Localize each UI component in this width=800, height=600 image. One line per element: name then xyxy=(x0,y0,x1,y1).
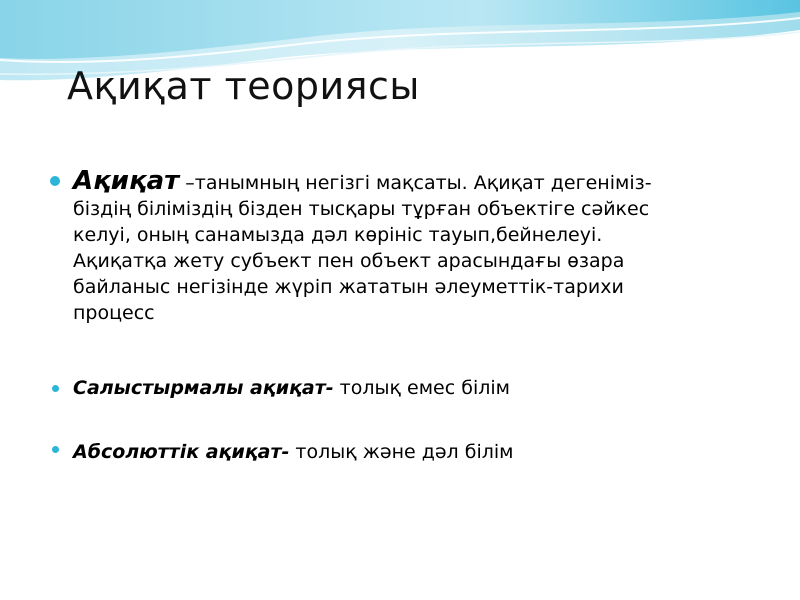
absolute-truth-item xyxy=(73,441,514,463)
absolute-truth-term: Абсолюттік ақиқат- xyxy=(73,441,290,463)
absolute-truth-text: толық және дәл білім xyxy=(289,441,514,463)
bullet-dot-icon xyxy=(52,385,59,392)
slide-title: Ақиқат теориясы xyxy=(67,64,420,108)
definition-term: Ақиқат xyxy=(73,166,180,196)
definition-line-6: процесс xyxy=(73,302,155,324)
bullet-dot-icon xyxy=(52,446,59,453)
definition-first-line xyxy=(73,168,793,196)
definition-line-2: біздің біліміздің бізден тысқары тұрған объектіге сәйкес xyxy=(73,198,650,220)
definition-paragraph xyxy=(73,168,793,326)
relative-truth-term: Салыстырмалы ақиқат- xyxy=(73,377,334,399)
definition-line-3: келуі, оның санамызда дәл көрініс тауып,бейнелеуі. xyxy=(73,224,603,246)
relative-truth-text: толық емес білім xyxy=(333,377,510,399)
bullet-dot-icon xyxy=(50,176,60,186)
definition-line-5: байланыс негізінде жүріп жататын әлеуметтік-тарихи xyxy=(73,276,624,298)
definition-line-1: –танымның негізгі мақсаты. Ақиқат дегеніміз- xyxy=(179,172,652,194)
definition-line-4: Ақиқатқа жету субъект пен объект арасындағы өзара xyxy=(73,250,625,272)
relative-truth-item xyxy=(73,377,510,399)
